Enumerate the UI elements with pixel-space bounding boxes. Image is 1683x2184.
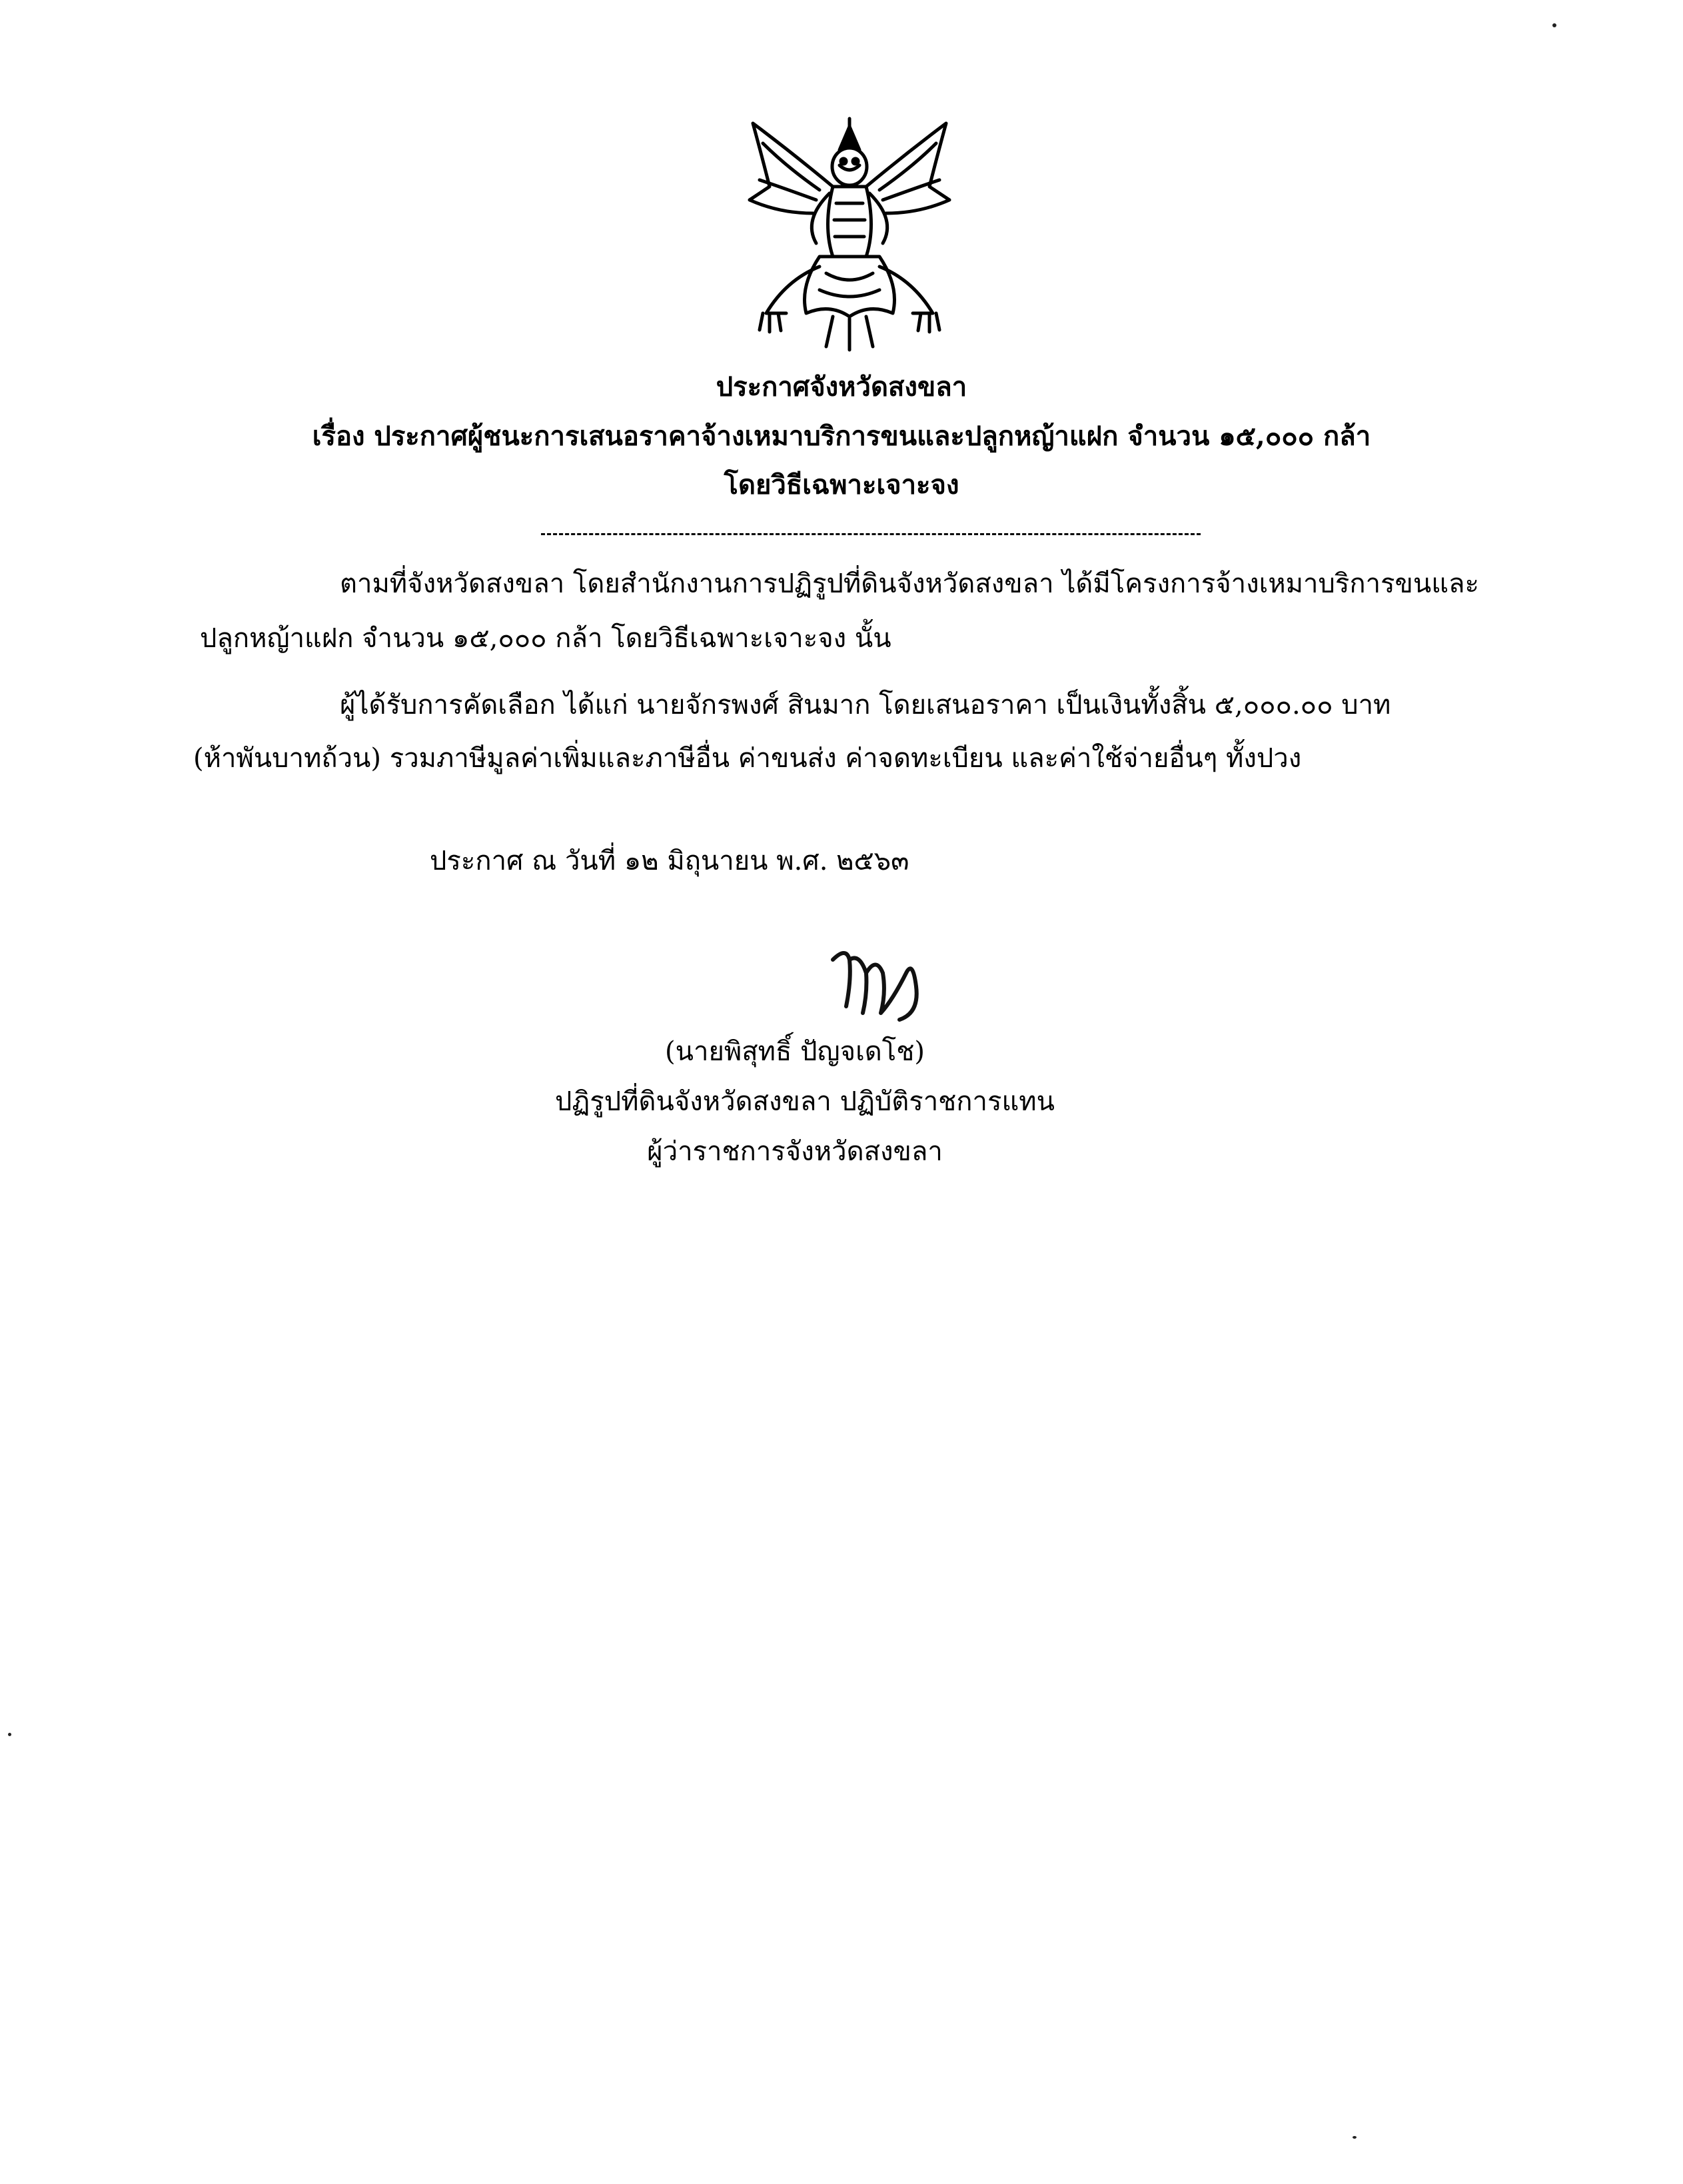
document-title: ประกาศจังหวัดสงขลา: [716, 371, 967, 403]
signatory-position-line1: ปฏิรูปที่ดินจังหวัดสงขลา ปฏิบัติราชการแทน: [555, 1086, 1055, 1117]
signatory-position-line2: ผู้ว่าราชการจังหวัดสงขลา: [647, 1136, 943, 1167]
paragraph1-line1: ตามที่จังหวัดสงขลา โดยสำนักงานการปฏิรูปที่ดินจังหวัดสงขลา ได้มีโครงการจ้างเหมาบริการขนและ: [340, 568, 1479, 599]
paragraph2-line1: ผู้ได้รับการคัดเลือก ได้แก่ นายจักรพงศ์ สินมาก โดยเสนอราคา เป็นเงินทั้งสิ้น ๕,๐๐๐.๐๐ บาท: [340, 690, 1391, 720]
handwritten-signature: [820, 933, 953, 1033]
scan-speck: [8, 1733, 11, 1736]
announcement-date: ประกาศ ณ วันที่ ๑๒ มิถุนายน พ.ศ. ๒๕๖๓: [430, 846, 909, 876]
scan-speck: [1552, 23, 1556, 27]
signatory-name: (นายพิสุทธิ์ ปัญจเดโช): [665, 1036, 925, 1067]
paragraph2-line2: (ห้าพันบาทถ้วน) รวมภาษีมูลค่าเพิ่มและภาษีอื่น ค่าขนส่ง ค่าจดทะเบียน และค่าใช้จ่ายอื่นๆ ทั้งปวง: [193, 743, 1302, 774]
garuda-emblem-icon: [740, 113, 959, 353]
document-method: โดยวิธีเฉพาะเจาะจง: [724, 469, 959, 501]
title-divider: [541, 533, 1201, 535]
paragraph1-line2: ปลูกหญ้าแฝก จำนวน ๑๕,๐๐๐ กล้า โดยวิธีเฉพาะเจาะจง นั้น: [200, 623, 891, 654]
scan-speck: [1353, 2136, 1357, 2139]
document-subject: เรื่อง ประกาศผู้ชนะการเสนอราคาจ้างเหมาบริการขนและปลูกหญ้าแฝก จำนวน ๑๕,๐๐๐ กล้า: [312, 421, 1371, 452]
